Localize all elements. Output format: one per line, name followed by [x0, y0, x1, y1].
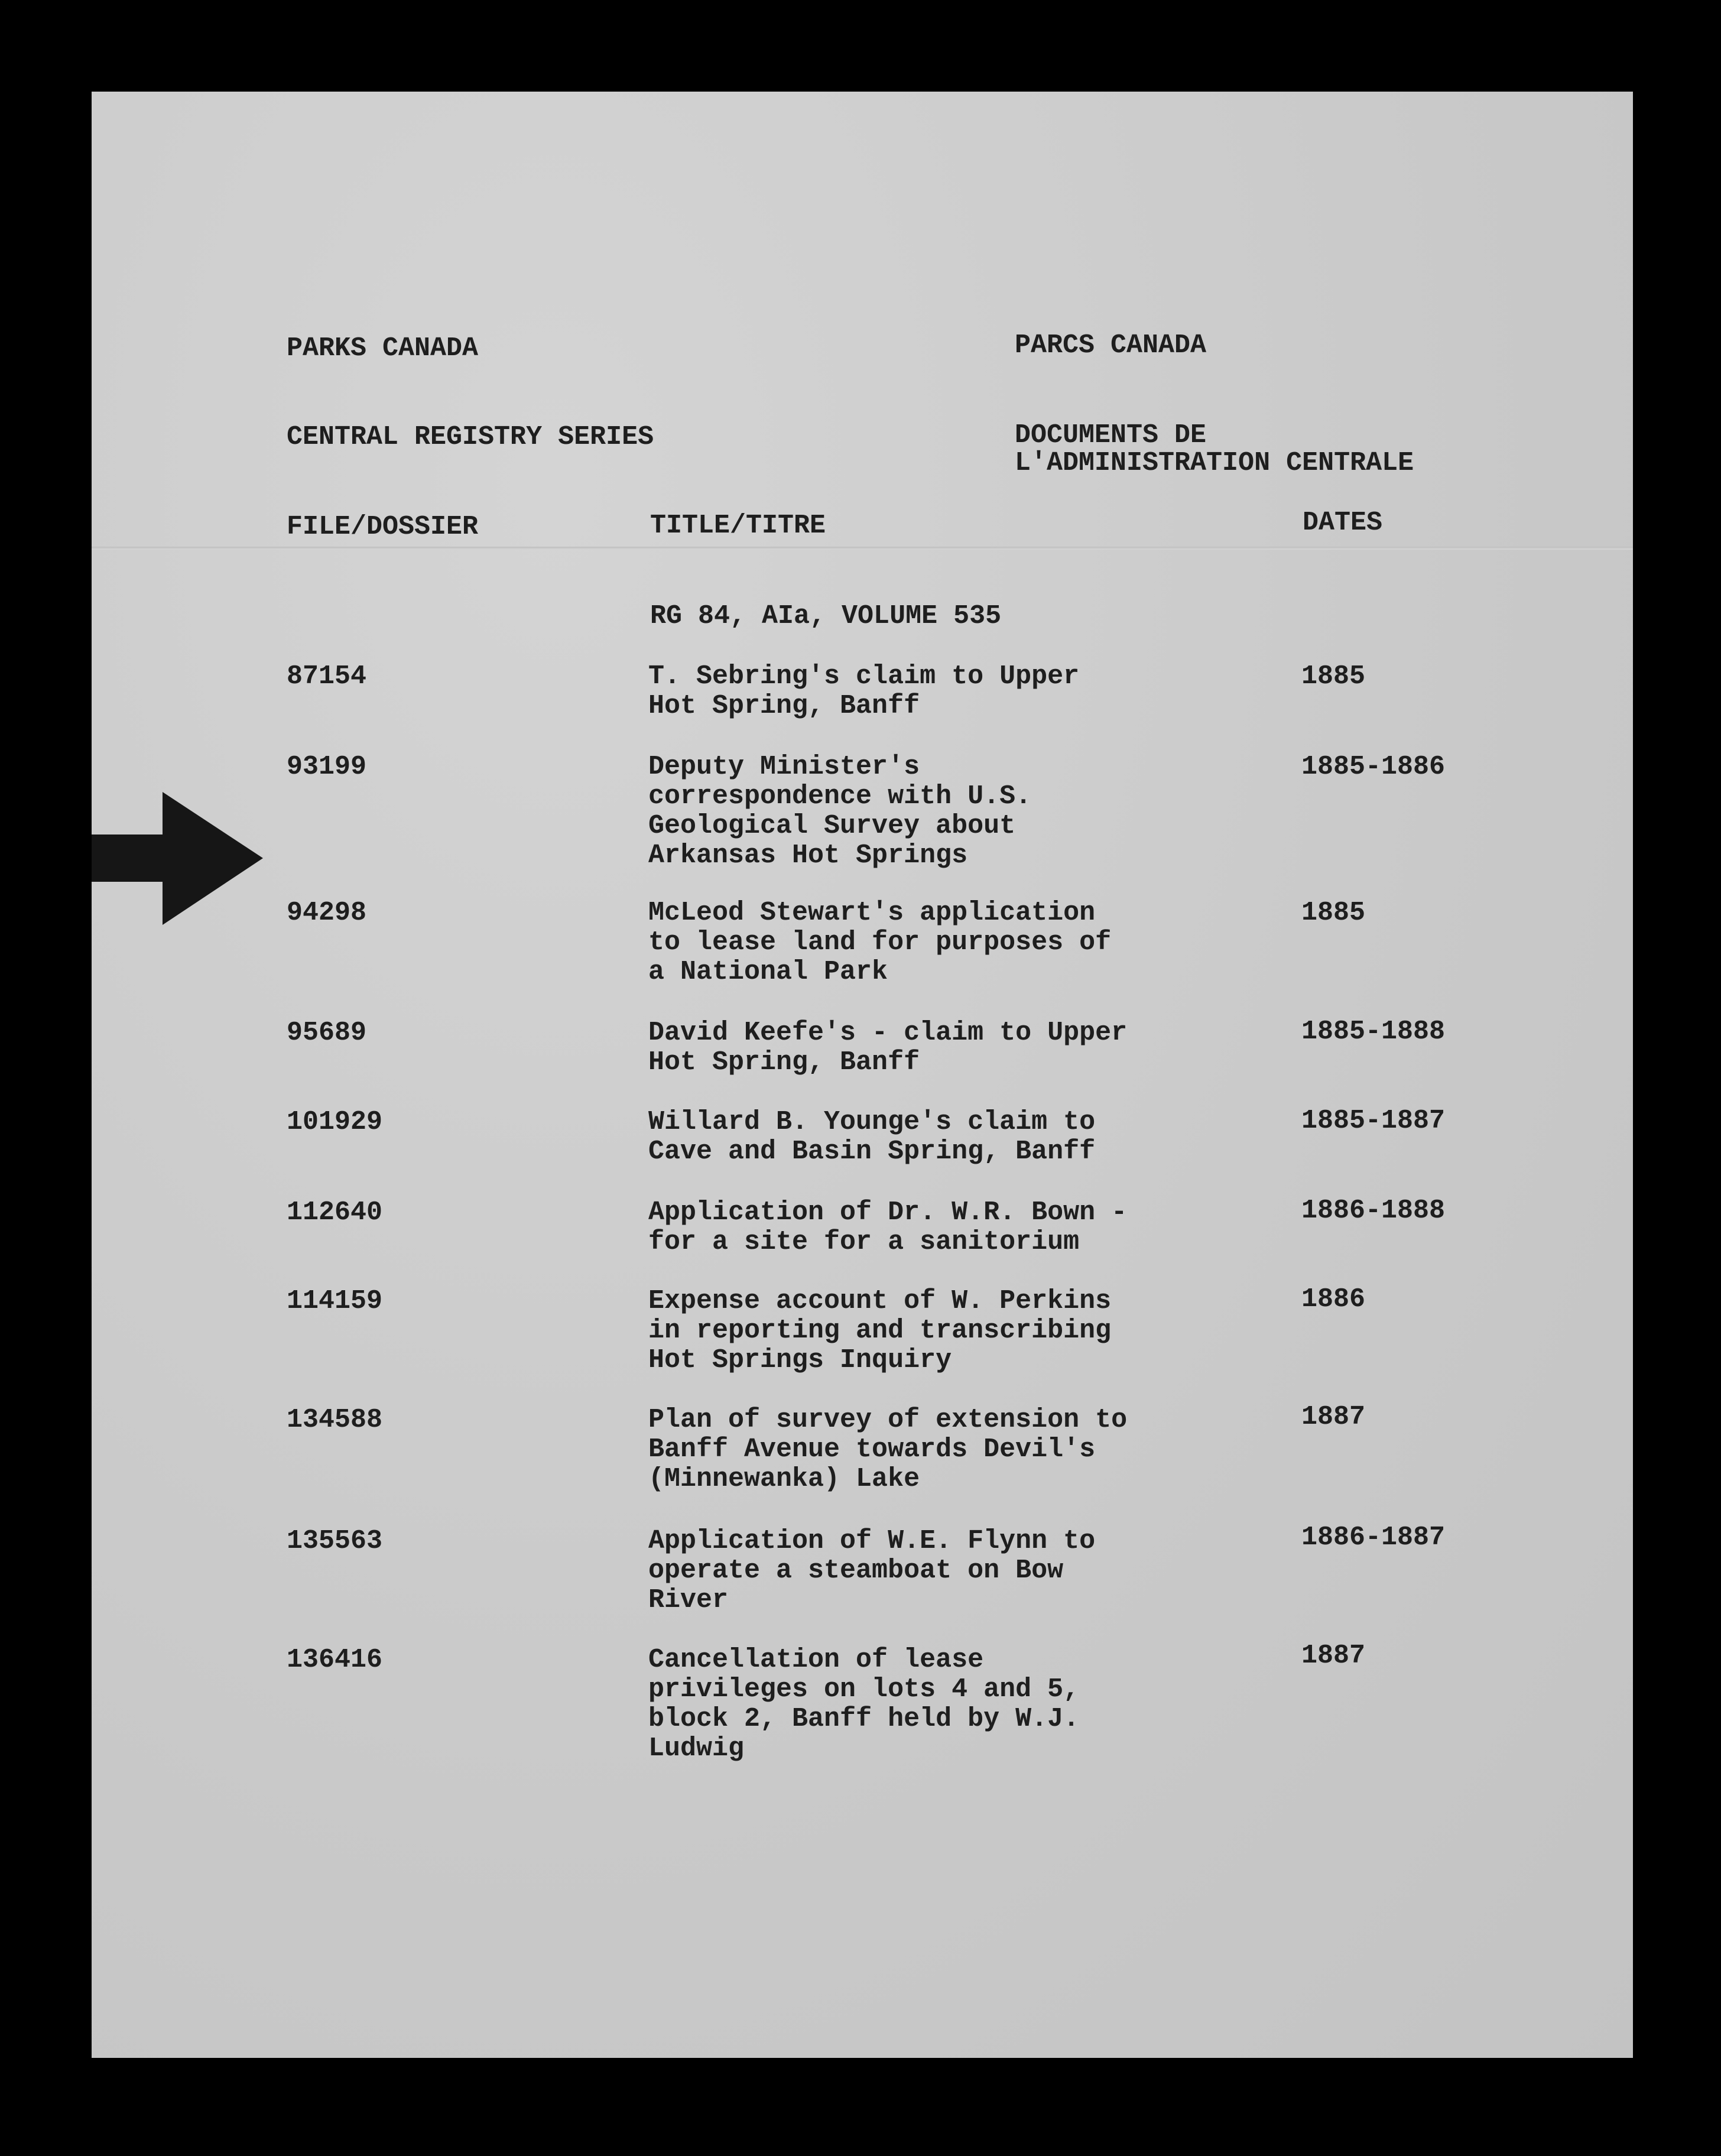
entry-title-line: (Minnewanka) Lake — [648, 1464, 920, 1494]
entry-dates: 1885 — [1301, 661, 1366, 691]
entry-dates: 1885-1886 — [1301, 752, 1446, 782]
entry-title-line: River — [648, 1585, 729, 1615]
entry-title — [648, 1405, 1298, 1494]
page-fold — [92, 547, 1633, 550]
entry-title — [648, 1527, 1298, 1615]
column-header-title: TITLE/TITRE — [650, 511, 826, 541]
entry-title-line: to lease land for purposes of — [648, 927, 1112, 957]
entry-dates: 1885 — [1301, 898, 1366, 928]
entry-title-line: for a site for a sanitorium — [648, 1227, 1080, 1257]
entry-dates: 1887 — [1301, 1402, 1366, 1432]
entry-title-line: correspondence with U.S. — [648, 781, 1032, 811]
entry-title-line: Banff Avenue towards Devil's — [648, 1434, 1096, 1465]
series-fr-line1: DOCUMENTS DE — [1015, 420, 1207, 450]
entry-title-line: Application of Dr. W.R. Bown - — [648, 1197, 1128, 1228]
entry-title — [648, 1018, 1298, 1077]
entry-title-line: Hot Spring, Banff — [648, 1047, 920, 1077]
entry-title-line: a National Park — [648, 957, 888, 987]
series-en: CENTRAL REGISTRY SERIES — [287, 422, 654, 452]
entry-dates: 1887 — [1301, 1641, 1366, 1671]
entry-title-line: Ludwig — [648, 1733, 745, 1764]
entry-title-line: Cancellation of lease — [648, 1645, 984, 1675]
entry-title-line: Deputy Minister's — [648, 752, 920, 782]
entry-title — [648, 662, 1298, 721]
file-number: 93199 — [287, 752, 367, 782]
entry-dates: 1886 — [1301, 1284, 1366, 1314]
entry-title-line: Expense account of W. Perkins — [648, 1286, 1112, 1316]
entry-dates: 1885-1888 — [1301, 1017, 1446, 1047]
entry-title-line: David Keefe's - claim to Upper — [648, 1018, 1128, 1048]
entry-title-line: McLeod Stewart's application — [648, 898, 1096, 928]
entry-title-line: operate a steamboat on Bow — [648, 1556, 1064, 1586]
file-number: 112640 — [287, 1197, 383, 1228]
entry-title-line: block 2, Banff held by W.J. — [648, 1704, 1080, 1734]
entry-title — [648, 1287, 1298, 1375]
entry-title — [648, 1198, 1298, 1257]
file-number: 101929 — [287, 1107, 383, 1137]
entry-title-line: Geological Survey about — [648, 811, 1016, 841]
column-header-dates: DATES — [1303, 508, 1383, 538]
entry-title-line: Cave and Basin Spring, Banff — [648, 1137, 1096, 1167]
arrow-right-icon — [92, 792, 263, 925]
entry-title-line: Hot Spring, Banff — [648, 691, 920, 721]
entry-title — [648, 752, 1298, 871]
entry-dates: 1886-1888 — [1301, 1196, 1446, 1226]
entry-title-line: Application of W.E. Flynn to — [648, 1526, 1096, 1556]
entry-title-line: T. Sebring's claim to Upper — [648, 661, 1080, 691]
entry-title-line: Plan of survey of extension to — [648, 1405, 1128, 1435]
entry-title — [648, 1645, 1298, 1764]
column-header-file: FILE/DOSSIER — [287, 512, 479, 542]
entry-title-line: Hot Springs Inquiry — [648, 1345, 952, 1375]
entry-title — [648, 1108, 1298, 1167]
file-number: 134588 — [287, 1405, 383, 1435]
volume-heading: RG 84, AIa, VOLUME 535 — [650, 601, 1002, 631]
entry-title-line: Arkansas Hot Springs — [648, 840, 968, 871]
series-fr-line2: L'ADMINISTRATION CENTRALE — [1015, 448, 1414, 478]
entry-title — [648, 898, 1298, 987]
file-number: 87154 — [287, 661, 367, 691]
entry-title-line: in reporting and transcribing — [648, 1316, 1112, 1346]
entry-title-line: Willard B. Younge's claim to — [648, 1107, 1096, 1137]
file-number: 95689 — [287, 1018, 367, 1048]
entry-title-line: privileges on lots 4 and 5, — [648, 1674, 1080, 1704]
file-number: 136416 — [287, 1645, 383, 1675]
entry-dates: 1886-1887 — [1301, 1522, 1446, 1553]
org-en: PARKS CANADA — [287, 333, 479, 363]
file-number: 94298 — [287, 898, 367, 928]
file-number: 114159 — [287, 1286, 383, 1316]
document-page — [92, 92, 1633, 2058]
org-fr: PARCS CANADA — [1015, 330, 1207, 361]
entry-dates: 1885-1887 — [1301, 1106, 1446, 1136]
file-number: 135563 — [287, 1526, 383, 1556]
